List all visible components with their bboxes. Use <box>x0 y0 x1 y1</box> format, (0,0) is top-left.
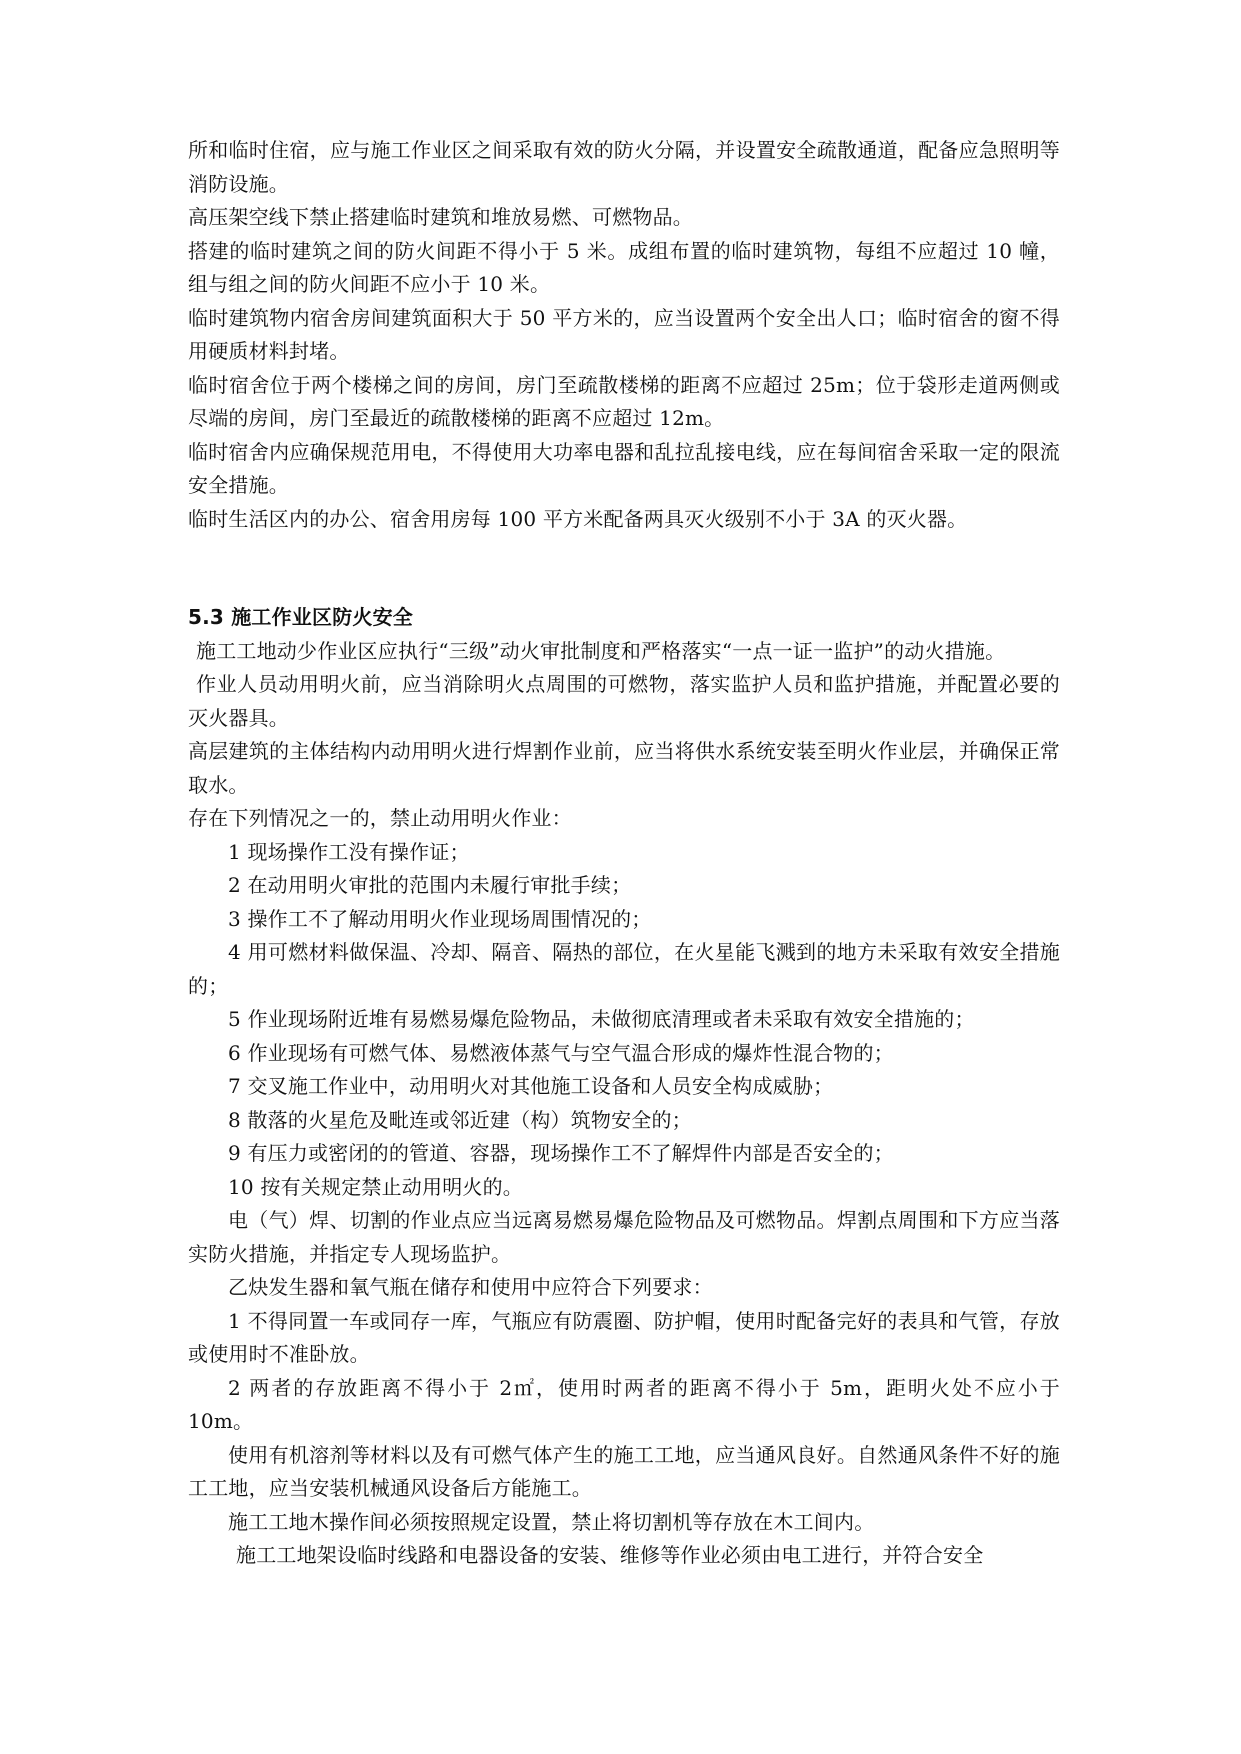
paragraph: 乙炔发生器和氧气瓶在储存和使用中应符合下列要求： <box>228 1275 713 1299</box>
list-item: 4 用可燃材料做保温、冷却、隔音、隔热的部位，在火星能飞溅到的地方未采取有效安全措施的； <box>188 940 1060 998</box>
paragraph: 临时建筑物内宿舍房间建筑面积大于 50 平方米的，应当设置两个安全出人口；临时宿舍的窗不得用硬质材料封堵。 <box>188 305 1060 363</box>
paragraph: 存在下列情况之一的，禁止动用明火作业： <box>188 806 572 830</box>
list-item: 8 散落的火星危及毗连或邻近建（构）筑物安全的； <box>228 1107 692 1132</box>
list-item: 9 有压力或密闭的的管道、容器，现场操作工不了解焊件内部是否安全的； <box>228 1141 894 1165</box>
paragraph: 临时生活区内的办公、宿舍用房每 100 平方米配备两具灭火级别不小于 3A 的灭火器。 <box>188 506 968 531</box>
paragraph: 所和临时住宿，应与施工作业区之间采取有效的防火分隔，并设置安全疏散通道，配备应急照明等消防设施。 <box>188 138 1060 196</box>
list-item: 6 作业现场有可燃气体、易燃液体蒸气与空气温合形成的爆炸性混合物的； <box>228 1040 894 1065</box>
list-item: 5 作业现场附近堆有易燃易爆危险物品，未做彻底清理或者未采取有效安全措施的； <box>228 1007 975 1031</box>
paragraph: 使用有机溶剂等材料以及有可燃气体产生的施工工地，应当通风良好。自然通风条件不好的施工工地，应当安装机械通风设备后方能施工。 <box>188 1442 1060 1500</box>
paragraph: 施工工地动少作业区应执行“三级”动火审批制度和严格落实“一点一证一监护”的动火措施。 <box>196 638 1006 663</box>
list-item: 3 操作工不了解动用明火作业现场周围情况的； <box>228 906 652 931</box>
paragraph: 电（气）焊、切割的作业点应当远离易燃易爆危险物品及可燃物品。焊割点周围和下方应当落实防火措施，并指定专人现场监护。 <box>188 1208 1060 1266</box>
section-work-area <box>188 601 1060 1573</box>
section-heading: 5.3 施工作业区防火安全 <box>188 605 413 629</box>
paragraph: 1 不得同置一车或同存一库，气瓶应有防震圈、防护帽，使用时配备完好的表具和气管，存放或使用时不准卧放。 <box>188 1308 1060 1366</box>
paragraph: 施工工地木操作间必须按照规定设置，禁止将切割机等存放在木工间内。 <box>228 1509 875 1534</box>
section-living-area <box>188 134 1060 536</box>
paragraph: 高层建筑的主体结构内动用明火进行焊割作业前，应当将供水系统安装至明火作业层，并确保正常取水。 <box>188 739 1060 797</box>
paragraph: 高压架空线下禁止搭建临时建筑和堆放易燃、可燃物品。 <box>188 205 693 229</box>
paragraph: 施工工地架设临时线路和电器设备的安装、维修等作业必须由电工进行，并符合安全 <box>236 1543 984 1567</box>
paragraph: 临时宿舍位于两个楼梯之间的房间，房门至疏散楼梯的距离不应超过 25m；位于袋形走道两侧或尽端的房间，房门至最近的疏散楼梯的距离不应超过 12m。 <box>188 372 1060 430</box>
list-item: 1 现场操作工没有操作证； <box>228 839 470 864</box>
paragraph: 2 两者的存放距离不得小于 2㎡，使用时两者的距离不得小于 5m，距明火处不应小于 10m。 <box>188 1375 1060 1433</box>
paragraph: 搭建的临时建筑之间的防火间距不得小于 5 米。成组布置的临时建筑物，每组不应超过 10 幢，组与组之间的防火间距不应小于 10 米。 <box>188 238 1060 296</box>
paragraph: 作业人员动用明火前，应当消除明火点周围的可燃物，落实监护人员和监护措施，并配置必要的灭火器具。 <box>188 672 1060 730</box>
list-item: 2 在动用明火审批的范围内未履行审批手续； <box>228 873 632 897</box>
list-item: 10 按有关规定禁止动用明火的。 <box>228 1174 524 1199</box>
list-item: 7 交叉施工作业中，动用明火对其他施工设备和人员安全构成威胁； <box>228 1074 834 1098</box>
paragraph: 临时宿舍内应确保规范用电，不得使用大功率电器和乱拉乱接电线，应在每间宿舍采取一定的限流安全措施。 <box>188 439 1060 497</box>
